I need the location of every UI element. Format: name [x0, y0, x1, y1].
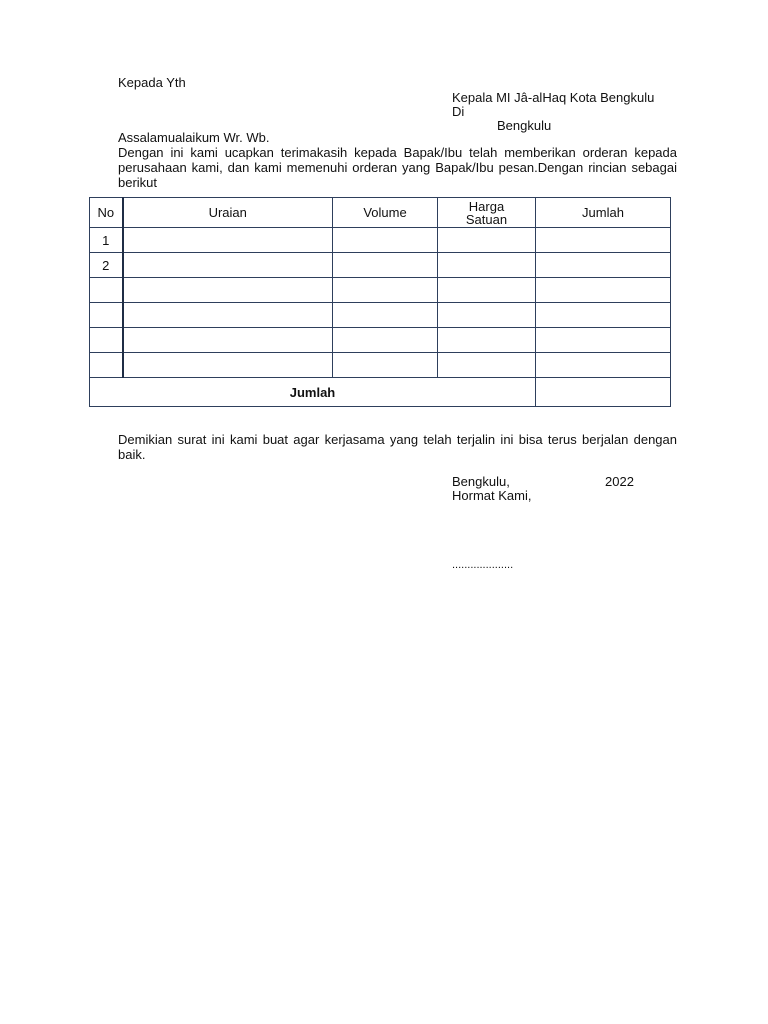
- intro-paragraph: Dengan ini kami ucapkan terimakasih kepada Bapak/Ibu telah memberikan orderan kepada perusahaan kami, dan kami memenuhi orderan yang Bapak/Ibu pesan.Dengan rincian sebagai berikut: [118, 145, 677, 190]
- recipient-name: Kepala MI Jâ-alHaq Kota Bengkulu: [452, 90, 655, 105]
- header-uraian: Uraian: [123, 198, 333, 228]
- total-value: [536, 378, 671, 407]
- cell-harga: [438, 328, 536, 353]
- cell-volume: [333, 278, 438, 303]
- table-total-row: [90, 378, 671, 407]
- cell-volume: [333, 303, 438, 328]
- cell-uraian: [123, 328, 333, 353]
- cell-uraian: [123, 303, 333, 328]
- cell-harga: [438, 303, 536, 328]
- cell-no: [90, 278, 123, 303]
- cell-volume: [333, 253, 438, 278]
- order-table: [89, 197, 671, 407]
- header-jumlah: Jumlah: [536, 198, 671, 228]
- cell-jumlah: [536, 278, 671, 303]
- cell-no: [90, 303, 123, 328]
- header-volume: Volume: [333, 198, 438, 228]
- cell-no: 2: [90, 253, 123, 278]
- cell-uraian: [123, 253, 333, 278]
- sign-city: Bengkulu,: [452, 474, 510, 489]
- recipient-di: Di: [452, 104, 465, 119]
- table-header-row: [90, 198, 671, 228]
- sign-regards: Hormat Kami,: [452, 488, 532, 503]
- addressee-label: Kepada Yth: [118, 75, 186, 90]
- cell-volume: [333, 328, 438, 353]
- cell-jumlah: [536, 328, 671, 353]
- table-row: [90, 303, 671, 328]
- cell-harga: [438, 228, 536, 253]
- table-row: [90, 353, 671, 378]
- closing-paragraph: Demikian surat ini kami buat agar kerjasama yang telah terjalin ini bisa terus berjalan dengan baik.: [118, 432, 677, 462]
- cell-volume: [333, 228, 438, 253]
- header-harga-line1: Harga: [468, 198, 505, 214]
- cell-harga: [438, 253, 536, 278]
- recipient-city: Bengkulu: [497, 118, 552, 133]
- header-harga-line2: Satuan: [465, 211, 508, 227]
- cell-uraian: [123, 353, 333, 378]
- cell-jumlah: [536, 353, 671, 378]
- cell-jumlah: [536, 228, 671, 253]
- cell-harga: [438, 278, 536, 303]
- cell-no: [90, 328, 123, 353]
- header-no: No: [90, 198, 123, 228]
- cell-no: [90, 353, 123, 378]
- cell-no: 1: [90, 228, 123, 253]
- table-row: [90, 228, 671, 253]
- total-label: Jumlah: [90, 378, 536, 407]
- table-row: [90, 328, 671, 353]
- table-row: [90, 253, 671, 278]
- cell-harga: [438, 353, 536, 378]
- table-row: [90, 278, 671, 303]
- cell-jumlah: [536, 303, 671, 328]
- cell-jumlah: [536, 253, 671, 278]
- cell-uraian: [123, 278, 333, 303]
- greeting: Assalamualaikum Wr. Wb.: [118, 130, 270, 145]
- header-harga-satuan: [438, 198, 536, 228]
- cell-volume: [333, 353, 438, 378]
- sign-year: 2022: [605, 474, 634, 489]
- signature-name: ....................: [452, 559, 514, 571]
- cell-uraian: [123, 228, 333, 253]
